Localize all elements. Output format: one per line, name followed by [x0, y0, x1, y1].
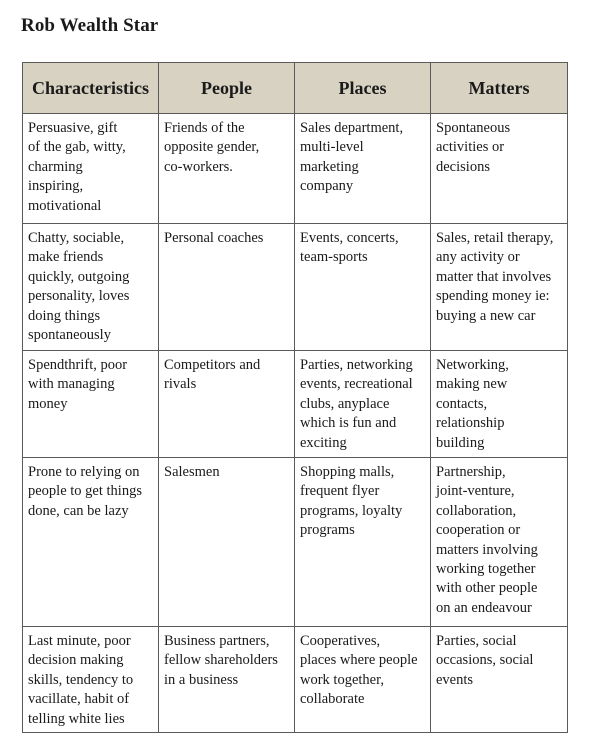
- table-cell-matters: Parties, social occasions, social events: [431, 627, 568, 733]
- page-title: Rob Wealth Star: [21, 15, 159, 36]
- table-row: [23, 114, 568, 224]
- table-cell-places: Parties, networking events, recreational clubs, anyplace which is fun and exciting: [295, 351, 431, 458]
- table-row: [23, 224, 568, 351]
- table-cell-characteristics: Persuasive, gift of the gab, witty, charming inspiring, motivational: [23, 114, 159, 224]
- table-cell-people: Salesmen: [159, 458, 295, 627]
- table-cell-people: Competitors and rivals: [159, 351, 295, 458]
- table-cell-matters: Partnership, joint-venture, collaboration, cooperation or matters involving working together with other people on an endeavour: [431, 458, 568, 627]
- table-row: [23, 627, 568, 733]
- table-cell-people: Friends of the opposite gender, co-workers.: [159, 114, 295, 224]
- column-header-people: People: [159, 63, 295, 114]
- table-cell-matters: Networking, making new contacts, relationship building: [431, 351, 568, 458]
- wealth-star-table: [22, 62, 568, 733]
- table-cell-people: Personal coaches: [159, 224, 295, 351]
- table-cell-places: Shopping malls, frequent flyer programs, loyalty programs: [295, 458, 431, 627]
- column-header-matters: Matters: [431, 63, 568, 114]
- table-row: [23, 458, 568, 627]
- column-header-characteristics: Characteristics: [23, 63, 159, 114]
- table-cell-places: Cooperatives, places where people work together, collaborate: [295, 627, 431, 733]
- table-cell-characteristics: Last minute, poor decision making skills, tendency to vacillate, habit of telling white lies: [23, 627, 159, 733]
- table-cell-characteristics: Prone to relying on people to get things done, can be lazy: [23, 458, 159, 627]
- table-cell-characteristics: Spendthrift, poor with managing money: [23, 351, 159, 458]
- table-cell-matters: Sales, retail therapy, any activity or matter that involves spending money ie: buying a new car: [431, 224, 568, 351]
- table-cell-people: Business partners, fellow shareholders in a business: [159, 627, 295, 733]
- table-row: [23, 351, 568, 458]
- table-cell-places: Sales department, multi-level marketing company: [295, 114, 431, 224]
- table-cell-matters: Spontaneous activities or decisions: [431, 114, 568, 224]
- table-cell-places: Events, concerts, team-sports: [295, 224, 431, 351]
- table-cell-characteristics: Chatty, sociable, make friends quickly, outgoing personality, loves doing things spontaneously: [23, 224, 159, 351]
- column-header-places: Places: [295, 63, 431, 114]
- table-header-row: [23, 63, 568, 114]
